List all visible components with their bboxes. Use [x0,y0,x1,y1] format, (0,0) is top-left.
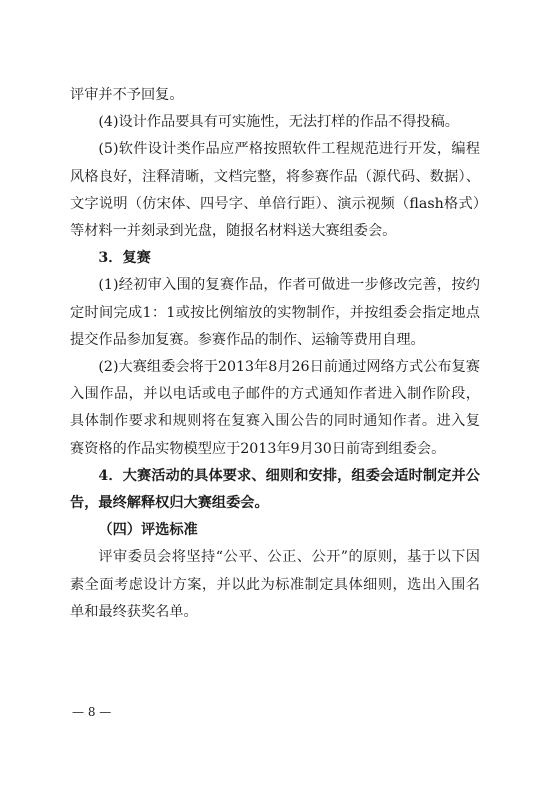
body-text [70,82,480,626]
paragraph-item-4: (4)设计作品要具有可实施性，无法打样的作品不得投稿。 [98,114,459,131]
section-heading-final-round: 3．复赛 [98,250,151,267]
section-heading-criteria: （四）评选标准 [98,522,198,539]
paragraph-item-5: (5)软件设计类作品应严格按照软件工程规范进行开发，编程风格良好，注释清晰，文档完整，将参赛作品（源代码、数据）、文字说明（仿宋体、四号字、单倍行距）、演示视频（flash格式）等材料一并刻录到光盘，随报名材料送大赛组委会。 [70,141,480,240]
page-number: — 8 — [72,705,112,719]
paragraph-final-round-2: (2)大赛组委会将于2013年8月26日前通过网络方式公布复赛入围作品，并以电话或电子邮件的方式通知作者进入制作阶段，具体制作要求和规则将在复赛入围公告的同时通知作者。进入复赛资格的作品实物模型应于2013年9月30日前寄到组委会。 [70,359,480,457]
paragraph-continuation: 评审并不予回复。 [70,87,184,103]
paragraph-criteria: 评审委员会将坚持“公平、公正、公开”的原则，基于以下因素全面考虑设计方案，并以此为标准制定具体细则，选出入围名单和最终获奖名单。 [70,549,480,620]
paragraph-final-round-1: (1)经初审入围的复赛作品，作者可做进一步修改完善，按约定时间完成1：1或按比例缩放的实物制作，并按组委会指定地点提交作品参加复赛。参赛作品的制作、运输等费用自理。 [70,277,480,348]
section-heading-rules: 4．大赛活动的具体要求、细则和安排，组委会适时制定并公告，最终解释权归大赛组委会。 [70,467,480,512]
